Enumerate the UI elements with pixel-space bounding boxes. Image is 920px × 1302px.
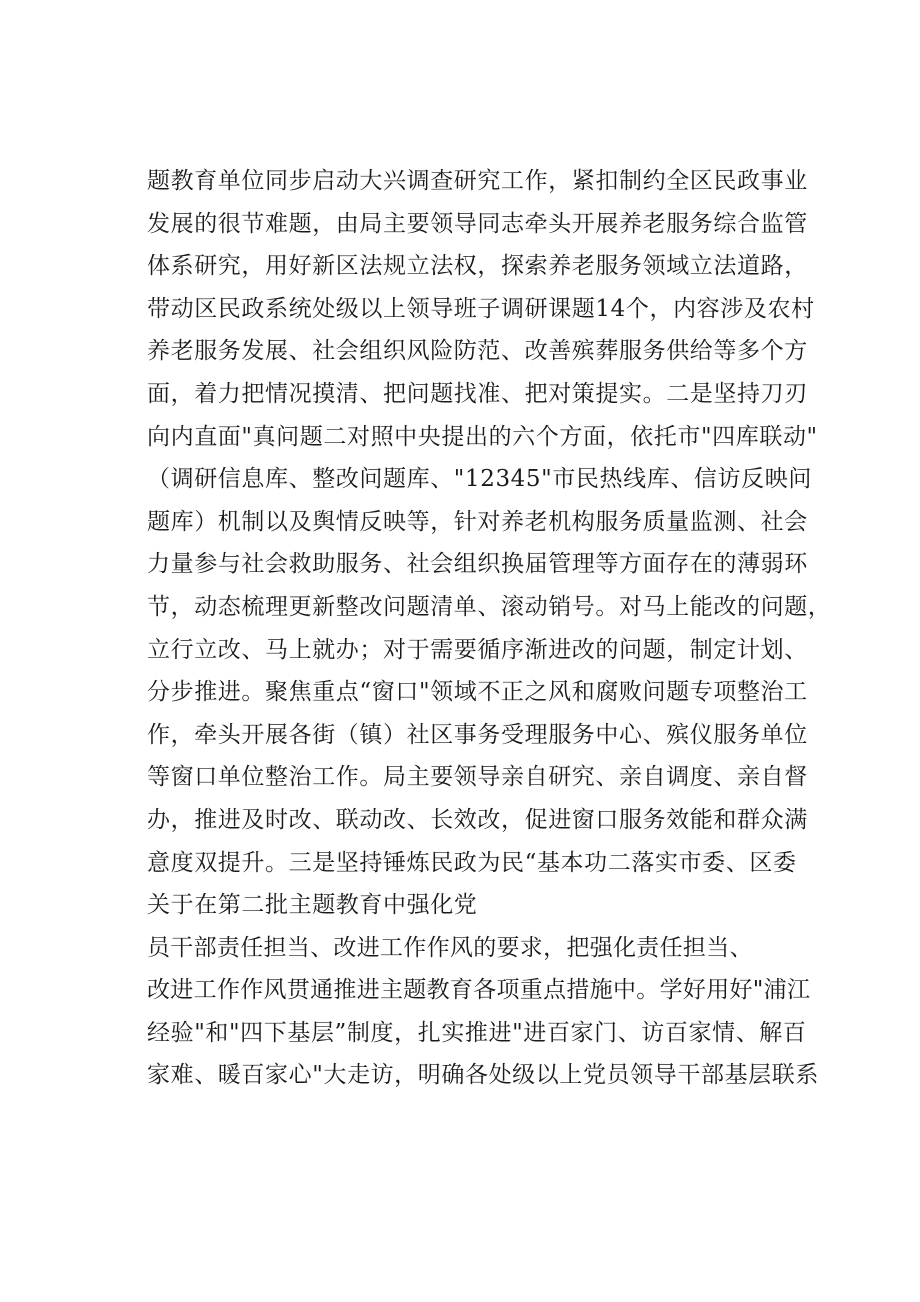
text-line: 家难、暖百家心"大走访，明确各处级以上党员领导干部基层联系 (147, 1062, 819, 1089)
text-line: 意度双提升。三是坚持锤炼民政为民“基本功二落实市委、区委 (147, 849, 797, 876)
text-line: 体系研究，用好新区法规立法权，探索养老服务领域立法道路， (147, 253, 808, 280)
text-line: 带动区民政系统处级以上领导班子调研课题14个，内容涉及农村 (147, 295, 815, 322)
text-line: 立行立改、马上就办；对于需要循序渐进改的问题，制定计划、 (147, 636, 808, 663)
text-line: 发展的很节难题，由局主要领导同志牵头开展养老服务综合监管 (147, 210, 808, 237)
text-line: 作，牵头开展各街（镇）社区事务受理服务中心、殡仪服务单位 (147, 721, 808, 748)
text-line: 向内直面"真问题二对照中央提出的六个方面，依托市"四库联动" (147, 423, 818, 450)
text-line: 办，推进及时改、联动改、长效改，促进窗口服务效能和群众满 (147, 806, 808, 833)
text-line: 改进工作作风贯通推进主题教育各项重点措施中。学好用好"浦江 (147, 977, 811, 1004)
text-line: 题教育单位同步启动大兴调查研究工作，紧扣制约全区民政事业 (147, 168, 808, 194)
text-line: 力量参与社会救助服务、社会组织换届管理等方面存在的薄弱环 (147, 551, 808, 578)
text-line: 分步推进。聚焦重点“窗口"领域不正之风和腐败问题专项整治工 (147, 679, 808, 706)
text-line: （调研信息库、整改问题库、"12345"市民热线库、信访反映问 (147, 466, 812, 493)
body-text (147, 160, 832, 1097)
text-line: 员干部责任担当、改进工作作风的要求，把强化责任担当、 (147, 934, 753, 961)
text-line: 题库）机制以及舆情反映等，针对养老机构服务质量监测、社会 (147, 508, 808, 535)
text-line: 经验"和"四下基层”制度，扎实推进"进百家门、访百家情、解百 (147, 1019, 807, 1046)
text-line: 等窗口单位整治工作。局主要领导亲自研究、亲自调度、亲自督 (147, 764, 808, 791)
text-line: 关于在第二批主题教育中强化党 (147, 892, 478, 919)
text-line: 节，动态梳理更新整改问题清单、滚动销号。对马上能改的问题， (147, 593, 832, 620)
text-line: 养老服务发展、社会组织风险防范、改善殡葬服务供给等多个方 (147, 338, 808, 365)
text-line: 面，着力把情况摸清、把问题找准、把对策提实。二是坚持刀刃 (147, 380, 808, 407)
